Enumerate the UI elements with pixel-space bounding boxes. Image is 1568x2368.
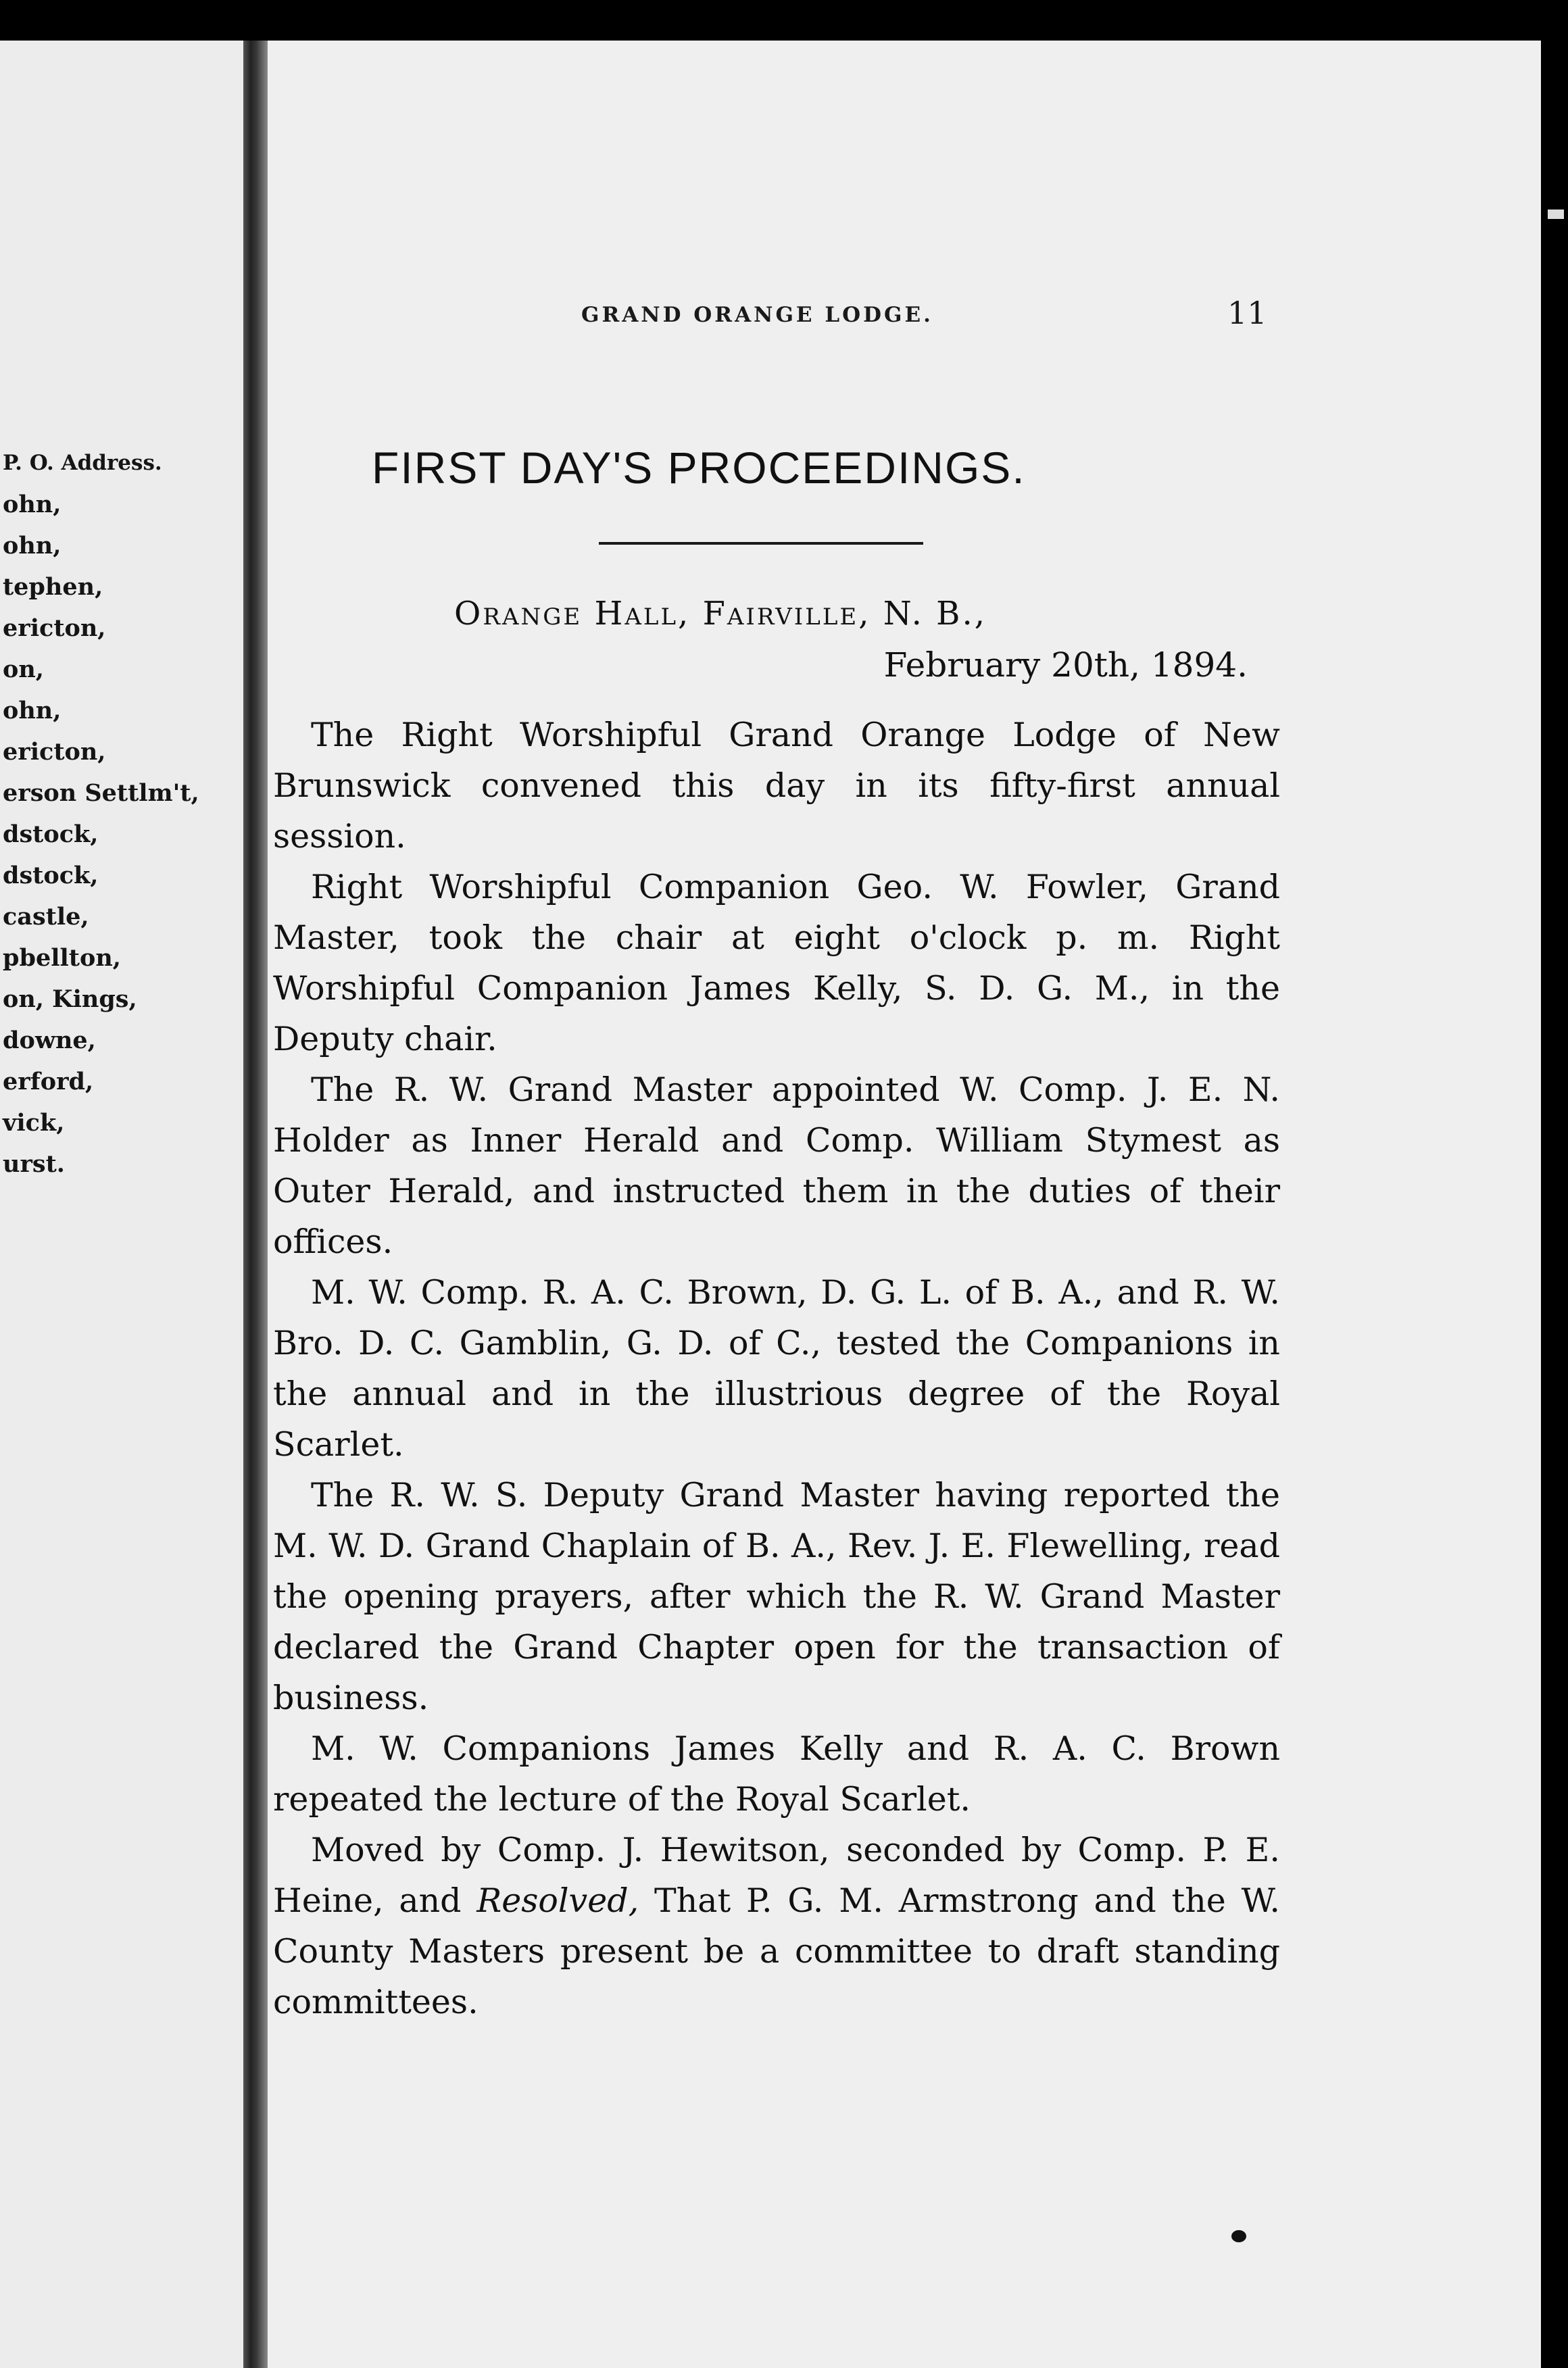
paragraph-6: M. W. Companions James Kelly and R. A. C. Brown repeated the lecture of the Royal Scarlet. (273, 1729, 1280, 1819)
address-column-header: P. O. Address. (3, 451, 162, 475)
paragraph-1: The Right Worshipful Grand Orange Lodge of New Brunswick convened this day in its fifty-first annual session. (273, 716, 1280, 856)
page-title: FIRST DAY'S PROCEEDINGS. (372, 443, 1026, 493)
address-item: urst. (3, 1150, 65, 1178)
place-line: Orange Hall, Fairville, N. B., (454, 595, 987, 633)
address-item: pbellton, (3, 944, 121, 972)
address-item: ohn, (3, 697, 62, 724)
date-line: February 20th, 1894. (883, 645, 1248, 685)
paragraph-5: The R. W. S. Deputy Grand Master having reported the M. W. D. Grand Chaplain of B. A., Rev. J. E. Flewelling, read the opening prayers, after which the R. W. Grand Master declared the Grand Chapter open for the transaction of business. (273, 1476, 1280, 1717)
book-gutter (243, 41, 268, 2368)
address-list (3, 484, 243, 1185)
address-item: ericton, (3, 614, 106, 642)
address-item: erford, (3, 1068, 94, 1095)
running-head: GRAND ORANGE LODGE. (581, 303, 933, 327)
address-item: dstock, (3, 862, 99, 889)
left-page (0, 41, 243, 2368)
paragraph-2: Right Worshipful Companion Geo. W. Fowler, Grand Master, took the chair at eight o'clock p. m. Right Worshipful Companion James Kelly, S. D. G. M., in the Deputy chair. (273, 868, 1280, 1058)
address-item: vick, (3, 1109, 65, 1137)
ink-blot (1231, 2230, 1246, 2242)
paragraph-7-start: Moved by Comp. J. Hewitson, seconded by Comp. P. E. Heine, and (273, 1831, 1280, 1920)
paragraph-4: M. W. Comp. R. A. C. Brown, D. G. L. of B. A., and R. W. Bro. D. C. Gamblin, G. D. of C., tested the Companions in the annual and in the illustrious degree of the Royal Scarlet. (273, 1273, 1280, 1464)
resolved-italic: Resolved, (476, 1881, 639, 1920)
address-item: tephen, (3, 573, 103, 601)
paragraph-7-end: That P. G. M. Armstrong and the W. County Masters present be a committee to draft standing committees. (273, 1881, 1280, 2021)
address-item: ohn, (3, 532, 62, 560)
proceedings-body (273, 710, 1280, 2027)
address-item: on, (3, 656, 44, 683)
paragraph-7 (273, 1825, 1280, 2027)
page-edge-mark (1548, 209, 1564, 219)
address-item: ericton, (3, 738, 106, 766)
page-number: 11 (1227, 295, 1267, 331)
paragraph-3: The R. W. Grand Master appointed W. Comp. J. E. N. Holder as Inner Herald and Comp. William Stymest as Outer Herald, and instructed them in the duties of their offices. (273, 1070, 1280, 1261)
address-item: downe, (3, 1027, 96, 1054)
address-item: ohn, (3, 491, 62, 518)
address-item: on, Kings, (3, 985, 137, 1013)
address-item: erson Settlm't, (3, 779, 199, 807)
address-item: dstock, (3, 820, 99, 848)
title-rule (599, 542, 923, 545)
address-item: castle, (3, 903, 89, 931)
left-column-addresses (3, 443, 243, 1185)
